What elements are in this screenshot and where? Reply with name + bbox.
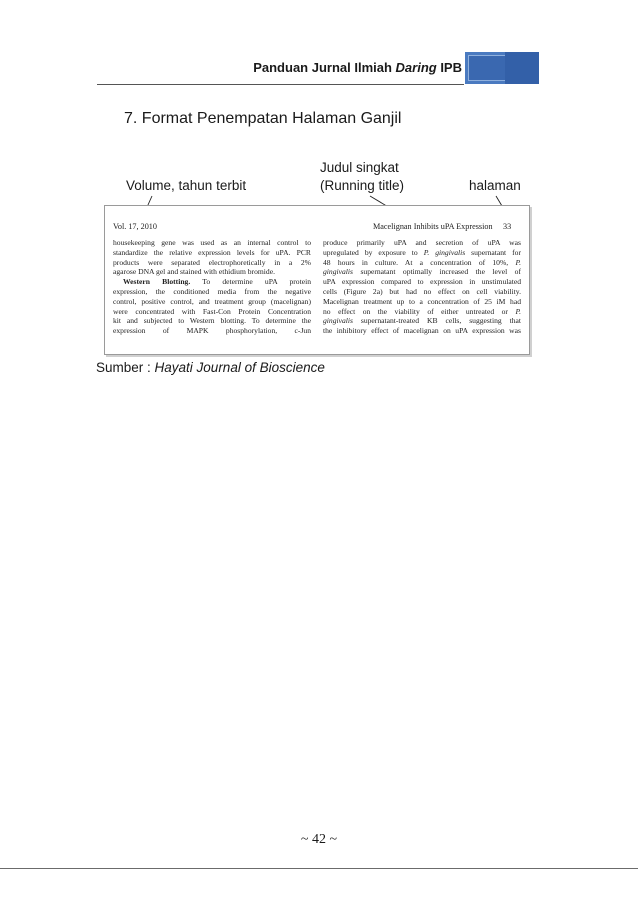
text-line [323, 307, 521, 317]
italic-span: P. [515, 257, 521, 267]
text-line [323, 238, 521, 248]
volume-year-label: Volume, tahun terbit [126, 178, 247, 193]
excerpt-running-title: Macelignan Inhibits uPA Expression [373, 222, 493, 231]
section-title: 7. Format Penempatan Halaman Ganjil [124, 110, 402, 127]
excerpt-left-column [113, 238, 311, 346]
text-line: were concentrated with Fast-Con Protein Concentration [113, 306, 311, 316]
text-line [323, 267, 521, 277]
text-span: upregulated by exposure to [323, 247, 424, 257]
source-journal: Hayati Journal of Bioscience [154, 360, 325, 375]
text-line [323, 316, 521, 326]
source-caption [96, 360, 325, 375]
text-line [113, 277, 311, 287]
text-line [323, 248, 521, 258]
running-title-label-line1: Judul singkat [320, 160, 399, 175]
text-line: expression of MAPK phosphorylation, c-Jun [113, 326, 311, 336]
header-title-suffix: IPB [436, 60, 462, 75]
text-line [323, 258, 521, 268]
text-span: the inhibitory effect of macelignan on uPA expression was [323, 326, 521, 336]
italic-span: gingivalis [323, 316, 353, 326]
text-span: Macelignan treatment up to a concentration of 25 iM had [323, 296, 521, 306]
page-label: halaman [469, 178, 521, 193]
text-span: produce primarily uPA and secretion of uPA was [323, 238, 521, 247]
text-line: control, positive control, and treatment group (macelignan) [113, 296, 311, 306]
footer-rule [0, 868, 638, 869]
text-span: 48 hours in culture. At a concentration of 10%, [323, 257, 516, 267]
text-span: supernatant optimally increased the level of [352, 267, 521, 277]
subsection-heading: Western Blotting. [123, 277, 191, 287]
text-line [323, 297, 521, 307]
text-line: housekeeping gene was used as an internal control to [113, 238, 311, 247]
page-number: ~ 42 ~ [300, 832, 338, 847]
running-title-label-line2: (Running title) [320, 178, 405, 193]
text-span: supernatant-treated KB cells, suggesting that [352, 316, 521, 326]
text-line [323, 326, 521, 336]
text-span: no effect on the viability of either untreated or [323, 306, 516, 316]
text-line [323, 277, 521, 287]
text-span: To determine uPA protein [190, 277, 311, 287]
excerpt-volume-year: Vol. 17, 2010 [113, 222, 157, 231]
text-line: expression, the conditioned media from the negative [113, 286, 311, 296]
text-line: standardize the relative expression levels for uPA. PCR [113, 247, 311, 257]
text-span: supernatant for [465, 247, 521, 257]
excerpt-page-number: 33 [503, 222, 512, 231]
header-title-prefix: Panduan Jurnal Ilmiah [253, 60, 396, 75]
journal-page-excerpt [104, 205, 530, 355]
text-line: agarose DNA gel and stained with ethidium bromide. [113, 267, 275, 277]
text-line [323, 287, 521, 297]
header-title-italic: Daring [395, 60, 437, 75]
text-span: uPA expression compared to expression in unstimulated [323, 277, 521, 287]
italic-span: gingivalis [323, 267, 353, 277]
source-prefix: Sumber : [96, 360, 155, 375]
italic-span: P. gingivalis [423, 247, 466, 257]
text-line: kit and subjected to Western blotting. To determine the [113, 316, 311, 326]
text-line: products were separated electrophoretically in a 2% [113, 257, 311, 267]
italic-span: P. [515, 306, 521, 316]
excerpt-right-column [323, 238, 521, 346]
text-span: cells (Figure 2a) but had no effect on cell viability. [323, 286, 521, 296]
